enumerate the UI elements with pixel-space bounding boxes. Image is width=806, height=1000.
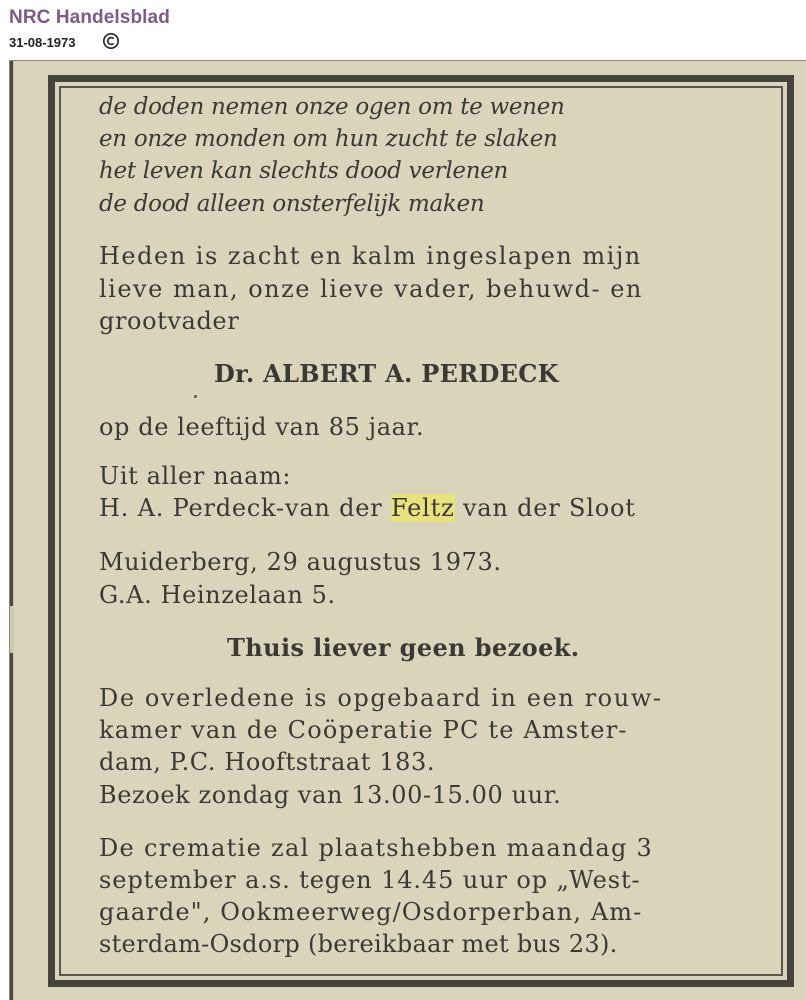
intro-line: lieve man, onze lieve vader, behuwd- en xyxy=(99,275,643,303)
lying-in-state-line: kamer van de Coöperatie PC te Amster- xyxy=(99,716,628,744)
print-speck xyxy=(194,395,197,398)
signatory-name: van der Sloot xyxy=(462,494,636,522)
cremation-line: sterdam-Osdorp (bereikbaar met bus 23). xyxy=(99,930,618,958)
newspaper-title[interactable]: NRC Handelsblad xyxy=(9,7,170,28)
lying-in-state-line: De overledene is opgebaard in een rouw- xyxy=(99,684,663,712)
age-line: op de leeftijd van 85 jaar. xyxy=(99,413,425,441)
header xyxy=(9,6,799,58)
poem-line: de doden nemen onze ogen om te wenen xyxy=(99,94,565,120)
address: G.A. Heinzelaan 5. xyxy=(99,581,336,609)
poem-line: de dood alleen onsterfelijk maken xyxy=(99,191,485,217)
copyright-icon[interactable] xyxy=(102,32,120,50)
signatory-line xyxy=(99,494,636,522)
visiting-hours: Bezoek zondag van 13.00-15.00 uur. xyxy=(99,781,562,809)
cremation-line: september a.s. tegen 14.45 uur op „West- xyxy=(99,866,641,894)
search-highlight: Feltz xyxy=(391,494,455,522)
place-date: Muiderberg, 29 augustus 1973. xyxy=(99,548,502,576)
intro-line: Heden is zacht en kalm ingeslapen mijn xyxy=(99,242,642,270)
cremation-line: gaarde", Ookmeerweg/Osdorperban, Am- xyxy=(99,898,643,926)
poem-line: het leven kan slechts dood verlenen xyxy=(99,158,509,184)
intro-line: grootvader xyxy=(99,307,240,335)
on-behalf-label: Uit aller naam: xyxy=(99,462,292,490)
lying-in-state-line: dam, P.C. Hooftstraat 183. xyxy=(99,748,436,776)
deceased-name: Dr. ALBERT A. PERDECK xyxy=(214,359,559,388)
publication-date: 31-08-1973 xyxy=(9,35,76,50)
no-visits-notice: Thuis liever geen bezoek. xyxy=(227,633,580,662)
cremation-line: De crematie zal plaatshebben maandag 3 xyxy=(99,834,654,862)
newspaper-clipping xyxy=(9,60,806,1000)
poem-line: en onze monden om hun zucht te slaken xyxy=(99,126,558,152)
scan-edge-mark xyxy=(10,61,13,606)
signatory-name: H. A. Perdeck-van der xyxy=(99,494,383,522)
scan-edge-mark xyxy=(10,653,13,1000)
